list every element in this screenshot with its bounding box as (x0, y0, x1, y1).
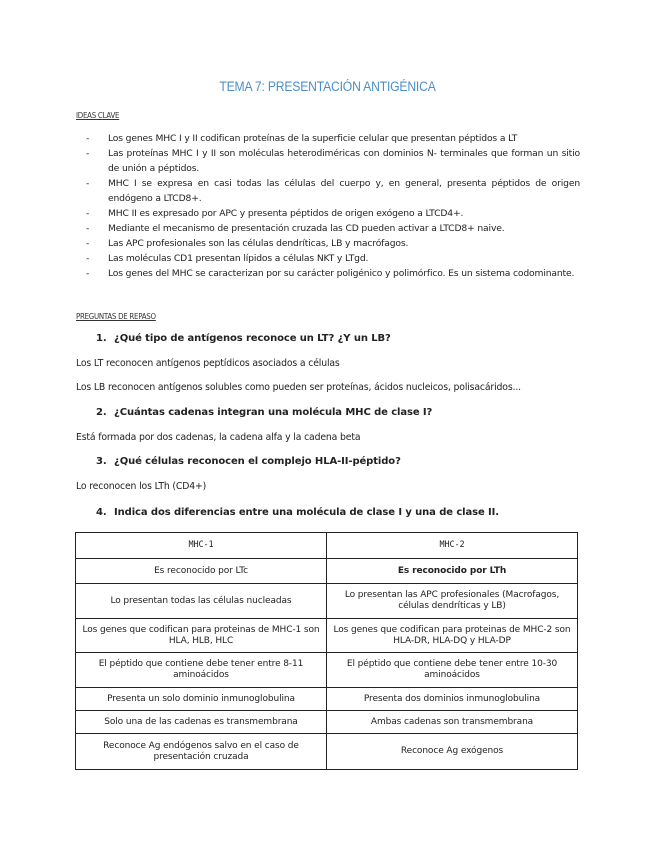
answer-1b: Los LB reconocen antígenos solubles como pueden ser proteínas, ácidos nucleicos, polisacáridos... (76, 382, 521, 393)
question-number: 2. (96, 407, 107, 418)
question-number: 4. (96, 507, 107, 518)
table-header-row (76, 533, 578, 559)
review-header: PREGUNTAS DE REPASO (76, 312, 156, 321)
list-item: - Los genes MHC I y II codifican proteínas de la superficie celular que presentan péptidos a LT (86, 131, 580, 146)
list-item: - Las APC profesionales son las células dendríticas, LB y macrófagos. (86, 236, 580, 251)
mhc-comparison-table (75, 532, 578, 770)
list-item: - Los genes del MHC se caracterizan por su carácter poligénico y polimórfico. Es un sistema codominante. (86, 266, 580, 281)
table-row (76, 559, 578, 584)
table-row (76, 653, 578, 688)
table-cell: Es reconocido por LTh (327, 559, 578, 584)
ideas-list (86, 131, 580, 281)
question-2 (96, 407, 432, 418)
question-number: 3. (96, 456, 107, 467)
table-cell: Es reconocido por LTc (76, 559, 327, 584)
table-row (76, 734, 578, 770)
table-header-cell: MHC-2 (327, 533, 578, 559)
table-row (76, 619, 578, 653)
table-row (76, 584, 578, 619)
table-cell: Ambas cadenas son transmembrana (327, 711, 578, 734)
table-cell: Reconoce Ag exógenos (327, 734, 578, 770)
list-item: - Mediante el mecanismo de presentación cruzada las CD pueden activar a LTCD8+ naive. (86, 221, 580, 236)
question-text: ¿Qué tipo de antígenos reconoce un LT? ¿Y un LB? (114, 333, 391, 344)
list-item: - Las moléculas CD1 presentan lípidos a células NKT y LTgd. (86, 251, 580, 266)
table-row (76, 711, 578, 734)
question-3 (96, 456, 401, 467)
answer-2: Está formada por dos cadenas, la cadena alfa y la cadena beta (76, 432, 361, 443)
answer-3: Lo reconocen los LTh (CD4+) (76, 481, 207, 492)
table-cell: El péptido que contiene debe tener entre 10-30 aminoácidos (327, 653, 578, 688)
ideas-header: IDEAS CLAVE (76, 111, 120, 120)
list-item: - MHC II es expresado por APC y presenta péptidos de origen exógeno a LTCD4+. (86, 206, 580, 221)
table-cell: Los genes que codifican para proteinas de MHC-2 son HLA-DR, HLA-DQ y HLA-DP (327, 619, 578, 653)
question-1 (96, 333, 391, 344)
question-text: ¿Qué células reconocen el complejo HLA-II-péptido? (114, 456, 401, 467)
table-cell: Presenta dos dominios inmunoglobulina (327, 688, 578, 711)
page-title: TEMA 7: PRESENTACIÓN ANTIGÉNICA (219, 79, 436, 94)
question-text: Indica dos diferencias entre una molécula de clase I y una de clase II. (114, 507, 499, 518)
list-item: - MHC I se expresa en casi todas las células del cuerpo y, en general, presenta péptidos de origen endógeno a LTCD8+. (86, 176, 580, 206)
question-4 (96, 507, 499, 518)
table-cell: El péptido que contiene debe tener entre 8-11 aminoácidos (76, 653, 327, 688)
table-cell: Solo una de las cadenas es transmembrana (76, 711, 327, 734)
table-cell: Lo presentan todas las células nucleadas (76, 584, 327, 619)
answer-1a: Los LT reconocen antígenos peptídicos asociados a células (76, 358, 340, 369)
table-cell: Los genes que codifican para proteinas de MHC-1 son HLA, HLB, HLC (76, 619, 327, 653)
list-item: - Las proteínas MHC I y II son moléculas heterodiméricas con dominios N- terminales que forman un sitio de unión a péptidos. (86, 146, 580, 176)
table-cell: Reconoce Ag endógenos salvo en el caso de presentación cruzada (76, 734, 327, 770)
table-cell: Presenta un solo dominio inmunoglobulina (76, 688, 327, 711)
table-header-cell: MHC-1 (76, 533, 327, 559)
table-row (76, 688, 578, 711)
table-cell: Lo presentan las APC profesionales (Macrofagos, células dendríticas y LB) (327, 584, 578, 619)
question-text: ¿Cuántas cadenas integran una molécula MHC de clase I? (114, 407, 433, 418)
question-number: 1. (96, 333, 107, 344)
